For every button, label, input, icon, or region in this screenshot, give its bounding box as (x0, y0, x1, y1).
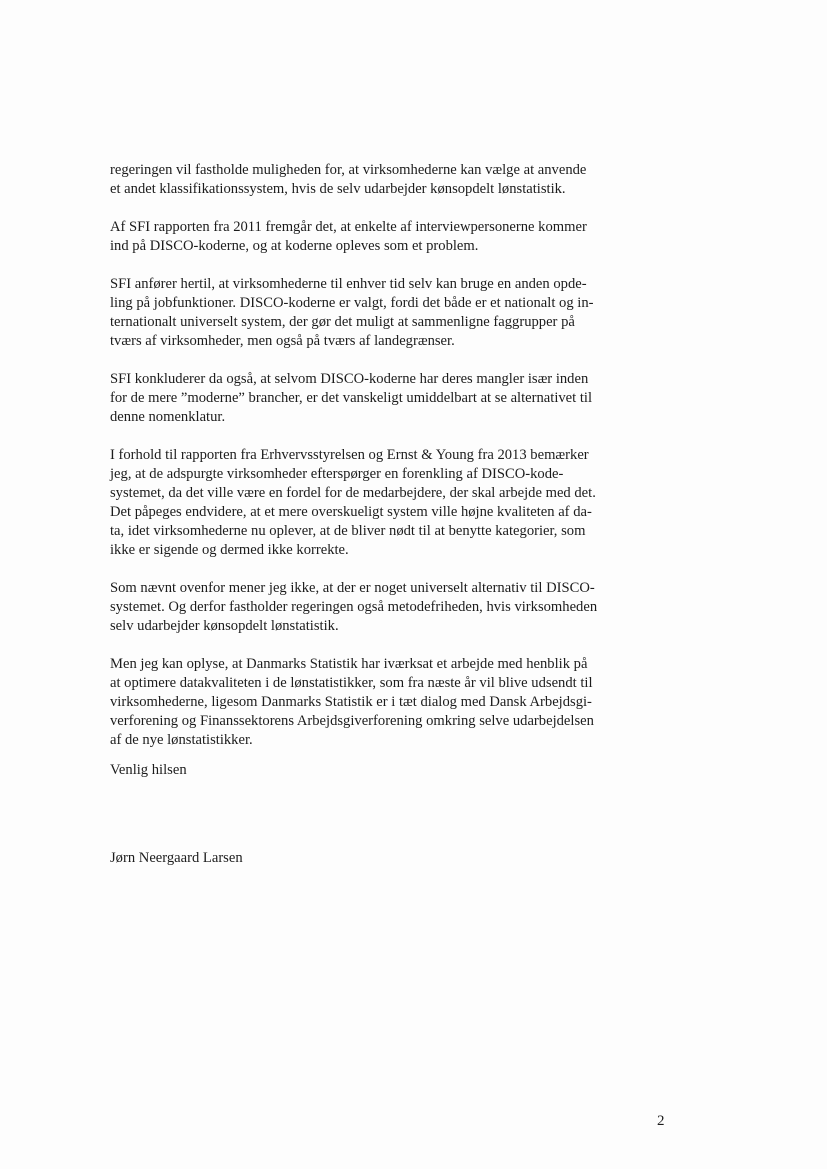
text-line: af de nye lønstatistikker. (110, 732, 253, 748)
text-line: virksomhederne, ligesom Danmarks Statistik er i tæt dialog med Dansk Arbejdsgi- (110, 694, 592, 710)
paragraph-2 (110, 218, 630, 256)
text-line: selv udarbejder kønsopdelt lønstatistik. (110, 618, 339, 634)
text-line: Af SFI rapporten fra 2011 fremgår det, at enkelte af interviewpersonerne kommer (110, 219, 587, 235)
text-line: SFI anfører hertil, at virksomhederne til enhver tid selv kan bruge en anden opde- (110, 276, 587, 292)
text-line: ind på DISCO-koderne, og at koderne opleves som et problem. (110, 238, 479, 254)
paragraph-5 (110, 446, 630, 560)
text-line: ikke er sigende og dermed ikke korrekte. (110, 542, 349, 558)
paragraph-7 (110, 655, 630, 750)
text-line: tværs af virksomheder, men også på tværs af landegrænser. (110, 333, 455, 349)
text-line: Det påpeges endvidere, at et mere overskueligt system ville højne kvaliteten af da- (110, 504, 592, 520)
text-line: ta, idet virksomhederne nu oplever, at de bliver nødt til at benytte kategorier, som (110, 523, 586, 539)
text-line: systemet. Og derfor fastholder regeringen også metodefriheden, hvis virksomheden (110, 599, 598, 615)
closing-salutation: Venlig hilsen (110, 762, 187, 778)
text-line: et andet klassifikationssystem, hvis de selv udarbejder kønsopdelt lønstatistik. (110, 181, 566, 197)
signature-name: Jørn Neergaard Larsen (110, 850, 243, 866)
text-line: systemet, da det ville være en fordel for de medarbejdere, der skal arbejde med det. (110, 485, 596, 501)
text-line: SFI konkluderer da også, at selvom DISCO-koderne har deres mangler især inden (110, 371, 589, 387)
text-line: jeg, at de adspurgte virksomheder efterspørger en forenkling af DISCO-kode- (110, 466, 564, 482)
text-line: Som nævnt ovenfor mener jeg ikke, at der er noget universelt alternativ til DISCO- (110, 580, 595, 596)
page-number: 2 (657, 1113, 665, 1129)
text-line: regeringen vil fastholde muligheden for, at virksomhederne kan vælge at anvende (110, 162, 587, 178)
text-line: ternationalt universelt system, der gør det muligt at sammenligne faggrupper på (110, 314, 575, 330)
text-line: at optimere datakvaliteten i de lønstatistikker, som fra næste år vil blive udsendt til (110, 675, 593, 691)
paragraph-3 (110, 275, 630, 351)
paragraph-6 (110, 579, 630, 636)
letter-body (110, 161, 630, 769)
text-line: for de mere ”moderne” brancher, er det vanskeligt umiddelbart at se alternativet til (110, 390, 593, 406)
text-line: ling på jobfunktioner. DISCO-koderne er valgt, fordi det både er et nationalt og in- (110, 295, 594, 311)
text-line: I forhold til rapporten fra Erhvervsstyrelsen og Ernst & Young fra 2013 bemærker (110, 447, 589, 463)
paragraph-4 (110, 370, 630, 427)
paragraph-1 (110, 161, 630, 199)
text-line: denne nomenklatur. (110, 409, 226, 425)
text-line: Men jeg kan oplyse, at Danmarks Statistik har iværksat et arbejde med henblik på (110, 656, 588, 672)
text-line: verforening og Finanssektorens Arbejdsgiverforening omkring selve udarbejdelsen (110, 713, 594, 729)
